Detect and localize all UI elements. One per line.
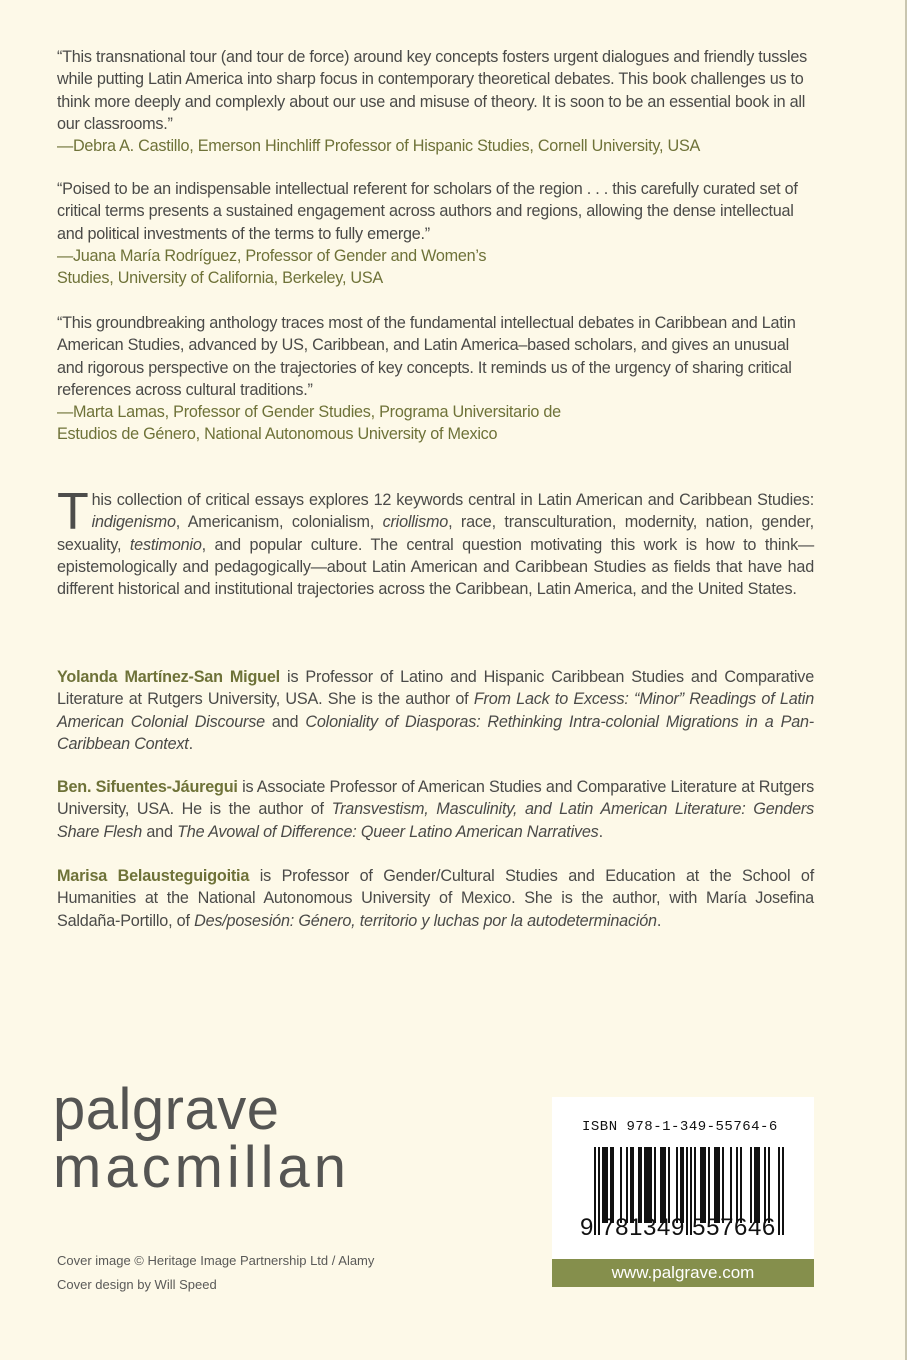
barcode-bar [604,1147,606,1223]
logo-palgrave: palgrave [53,1077,280,1142]
publisher-url[interactable]: www.palgrave.com [552,1259,814,1287]
barcode-bar [730,1147,732,1223]
barcode-bar [638,1147,640,1223]
cover-image-credit: Cover image © Heritage Image Partnership Ltd / Alamy [57,1253,375,1268]
isbn-barcode-box [552,1097,814,1259]
bio-sifuentes-jauregui [57,776,814,843]
barcode-digits: 9 781349 557646 [580,1214,776,1241]
endorsement-quote: “Poised to be an indispensable intellectual referent for scholars of the region . . . this carefully curated set of critical terms presents a sustained engagement across authors and regions, allowing the dense intellectual and political investments of the terms to fully emerge.” [57,180,798,243]
endorsement-quote: “This transnational tour (and tour de force) around key concepts fosters urgent dialogues and friendly tussles while putting Latin America into sharp focus in contemporary theoretical debates. This book challenges us to think more deeply and complexly about our use and misuse of theory. It is soon to be an essential book in all our classrooms.” [57,48,807,133]
endorsement-castillo [57,46,814,157]
text-run: is Associate Professor of American Studies and Comparative Literature at Rutgers University, USA. He is the author of [57,778,814,819]
description-text [57,483,814,599]
barcode-bar [782,1147,784,1235]
author-name: Yolanda Martínez-San Miguel [57,668,280,686]
barcode-bar [764,1147,766,1223]
cover-credits [57,1249,374,1297]
italic-title: Des/posesión: Género, territorio y luchas por la autodeterminación [194,911,657,930]
text-run: . [598,822,603,841]
text-run: and [264,712,306,731]
barcode-bar [714,1147,716,1223]
endorsement-rodriguez [57,178,814,289]
isbn-label: ISBN 978-1-349-55764-6 [582,1119,778,1135]
author-name: Marisa Belausteguigoitia [57,867,250,885]
endorsement-attribution: —Juana María Rodríguez, Professor of Gender and Women’s [57,246,487,265]
barcode-bar [640,1147,642,1223]
barcode-bar [626,1147,628,1223]
italic-title: The Avowal of Difference: Queer Latino American Narratives [177,822,599,841]
text-run: , Americanism, colonialism, [175,513,383,532]
text-run: is Professor of Gender/Cultural Studies and Education at the School of Humanities at the National Autonomous University of Mexico. She is the author, with María Josefina Saldaña-Portillo, of [57,867,815,930]
logo-macmillan: macmillan [53,1135,351,1200]
barcode-bar [718,1147,720,1223]
barcode-bar [650,1147,652,1223]
barcode-bar [682,1147,684,1223]
text-run: . [188,734,193,753]
barcode-bar [704,1147,706,1223]
italic-title: Transvestism, Masculinity, and Latin American Literature: Genders Share Flesh [57,800,814,841]
barcode-bar [668,1147,670,1223]
text-run: . [656,911,662,930]
barcode-bar [778,1147,780,1235]
barcode-bar [612,1147,614,1223]
endorsement-attribution: —Debra A. Castillo, Emerson Hinchliff Professor of Hispanic Studies, Cornell University, USA [57,137,701,156]
endorsement-lamas [57,312,814,446]
text-run: and [142,822,178,841]
barcode-bar [648,1147,650,1223]
barcode-bar [754,1147,756,1223]
barcode-bar [768,1147,770,1223]
barcode-bar [700,1147,702,1223]
italic-title: indigenismo [91,513,176,532]
barcode-bar [620,1147,622,1223]
endorsement-quote: “This groundbreaking anthology traces most of the fundamental intellectual debates in Caribbean and Latin American Studies, advanced by US, Caribbean, and Latin America–based scholars, and gives an unusual and rigorous perspective on the trajectories of key concepts. It reminds us of the urgency of sharing critical references across cultural traditions.” [57,314,796,399]
barcode-bar [702,1147,704,1223]
italic-title: From Lack to Excess: “Minor” Readings of Latin American Colonial Discourse [57,690,814,731]
barcode-bar [664,1147,666,1223]
barcode-bar [756,1147,758,1223]
barcode-bar [660,1147,662,1223]
italic-title: criollismo [382,513,449,532]
barcode-bar [662,1147,664,1223]
barcode-bar [676,1147,678,1223]
barcode-bar [602,1147,604,1223]
barcode-bar [680,1147,682,1223]
italic-title: testimonio [129,535,202,554]
barcode-bar [740,1147,742,1223]
barcode-bar [644,1147,646,1223]
barcode-bar [630,1147,632,1223]
barcode-bar [736,1147,738,1223]
text-run: is Professor of Latino and Hispanic Caribbean Studies and Comparative Literature at Rutgers University, USA. She is the author of [57,668,814,709]
barcode-bar [654,1147,656,1223]
bio-martinez-san-miguel [57,666,814,755]
author-name: Ben. Sifuentes-Jáuregui [57,778,238,796]
endorsement-attribution: Studies, University of California, Berkeley, USA [57,269,383,288]
cover-design-credit: Cover design by Will Speed [57,1277,217,1292]
barcode-bar [694,1147,696,1223]
barcode-bar [632,1147,634,1223]
barcode-bar [646,1147,648,1223]
barcode-bar [750,1147,752,1223]
endorsement-attribution: Estudios de Género, National Autonomous University of Mexico [57,425,498,444]
barcode-bar [708,1147,710,1223]
drop-cap: T [57,483,89,541]
text-run: , race, transculturation, modernity, nation, gender, sexuality, [57,513,814,554]
bio-belausteguigoitia [57,865,814,932]
barcode-bar [606,1147,608,1223]
text-run: , and popular culture. The central question motivating this work is how to think—epistemologically and pedagogically—about Latin American and Caribbean Studies as fields that have had different historical and institutional trajectories across the Caribbean, Latin America, and the United States. [57,535,814,599]
publisher-logo [53,1077,351,1200]
book-description [57,483,814,600]
italic-title: Coloniality of Diasporas: Rethinking Intra-colonial Migrations in a Pan-Caribbean Context [57,712,814,753]
barcode-bar [758,1147,760,1223]
barcode-bar [722,1147,724,1223]
text-run: his collection of critical essays explores 12 keywords central in Latin American and Caribbean Studies: [91,491,814,509]
endorsement-attribution: —Marta Lamas, Professor of Gender Studies, Programa Universitario de [57,403,561,422]
barcode-bar [716,1147,718,1223]
barcode-bar [610,1147,612,1223]
